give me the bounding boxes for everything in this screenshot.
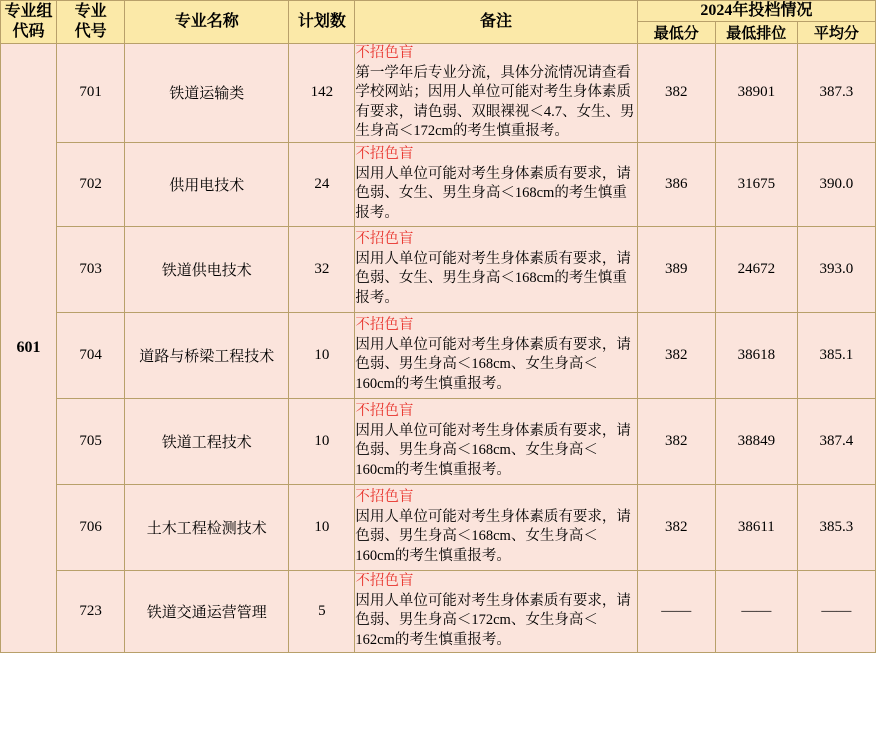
major-code: 704 [57,312,125,398]
avg-score: —— [797,570,875,652]
min-score: —— [637,570,715,652]
min-rank: 38849 [715,398,797,484]
major-name: 道路与桥梁工程技术 [125,312,289,398]
group-code-value: 601 [1,44,57,653]
header-major-code-line2: 代号 [74,23,107,40]
remark-body: 因用人单位可能对考生身体素质有要求，请色弱、男生身高＜168cm、女生身高＜160cm的考生慎重报考。 [355,422,631,478]
header-major-name: 专业名称 [125,1,289,44]
avg-score: 387.4 [797,398,875,484]
header-major-code-line1: 专业 [74,3,107,20]
min-rank: 31675 [715,142,797,226]
header-min-score: 最低分 [637,22,715,44]
remark [355,398,637,484]
plan-count: 5 [289,570,355,652]
remark-warning: 不招色盲 [355,403,414,420]
table-row [1,570,876,652]
major-name: 铁道运输类 [125,44,289,143]
remark [355,226,637,312]
min-score: 386 [637,142,715,226]
remark-body: 因用人单位可能对考生身体素质有要求，请色弱、男生身高＜168cm、女生身高＜160cm的考生慎重报考。 [355,336,631,392]
remark-warning: 不招色盲 [355,231,414,248]
min-score: 382 [637,398,715,484]
major-name: 土木工程检测技术 [125,484,289,570]
remark [355,44,637,143]
table-header-row [1,1,876,22]
table-row [1,142,876,226]
remark-warning: 不招色盲 [355,146,414,163]
header-group-code-line1: 专业组 [4,3,53,20]
remark-body: 第一学年后专业分流，具体分流情况请查看学校网站；因用人单位可能对考生身体素质有要求，请色弱、双眼裸视＜4.7、女生、男生身高＜172cm的考生慎重报考。 [355,64,635,140]
min-rank: 38611 [715,484,797,570]
avg-score: 387.3 [797,44,875,143]
remark-warning: 不招色盲 [355,45,414,61]
major-code: 705 [57,398,125,484]
min-score: 382 [637,484,715,570]
plan-count: 10 [289,312,355,398]
remark-warning: 不招色盲 [355,489,414,506]
major-code: 701 [57,44,125,143]
remark-body: 因用人单位可能对考生身体素质有要求，请色弱、女生、男生身高＜168cm的考生慎重报考。 [355,250,631,306]
avg-score: 385.3 [797,484,875,570]
avg-score: 393.0 [797,226,875,312]
major-code: 723 [57,570,125,652]
table-row [1,398,876,484]
major-code: 703 [57,226,125,312]
table-row [1,312,876,398]
table-row [1,484,876,570]
remark-body: 因用人单位可能对考生身体素质有要求，请色弱、男生身高＜172cm、女生身高＜162cm的考生慎重报考。 [355,592,631,648]
remark-warning: 不招色盲 [355,573,414,590]
remark [355,484,637,570]
table-row [1,44,876,143]
plan-count: 32 [289,226,355,312]
remark [355,312,637,398]
header-min-rank: 最低排位 [715,22,797,44]
remark-body: 因用人单位可能对考生身体素质有要求，请色弱、女生、男生身高＜168cm的考生慎重报考。 [355,165,631,221]
plan-count: 24 [289,142,355,226]
min-rank: 38618 [715,312,797,398]
major-name: 铁道工程技术 [125,398,289,484]
major-name: 供用电技术 [125,142,289,226]
header-remark: 备注 [355,1,637,44]
remark [355,142,637,226]
plan-count: 10 [289,484,355,570]
min-score: 389 [637,226,715,312]
remark-body: 因用人单位可能对考生身体素质有要求，请色弱、男生身高＜168cm、女生身高＜160cm的考生慎重报考。 [355,508,631,564]
min-score: 382 [637,44,715,143]
header-group-code-line2: 代码 [12,23,45,40]
header-admission-title: 2024年投档情况 [637,1,875,22]
plan-count: 10 [289,398,355,484]
remark [355,570,637,652]
min-score: 382 [637,312,715,398]
major-name: 铁道供电技术 [125,226,289,312]
major-code: 706 [57,484,125,570]
min-rank: 24672 [715,226,797,312]
plan-count: 142 [289,44,355,143]
avg-score: 385.1 [797,312,875,398]
header-avg-score: 平均分 [797,22,875,44]
table-row [1,226,876,312]
min-rank: —— [715,570,797,652]
min-rank: 38901 [715,44,797,143]
avg-score: 390.0 [797,142,875,226]
header-group-code [1,1,57,44]
major-name: 铁道交通运营管理 [125,570,289,652]
header-major-code [57,1,125,44]
major-code: 702 [57,142,125,226]
header-plan-count: 计划数 [289,1,355,44]
remark-warning: 不招色盲 [355,317,414,334]
